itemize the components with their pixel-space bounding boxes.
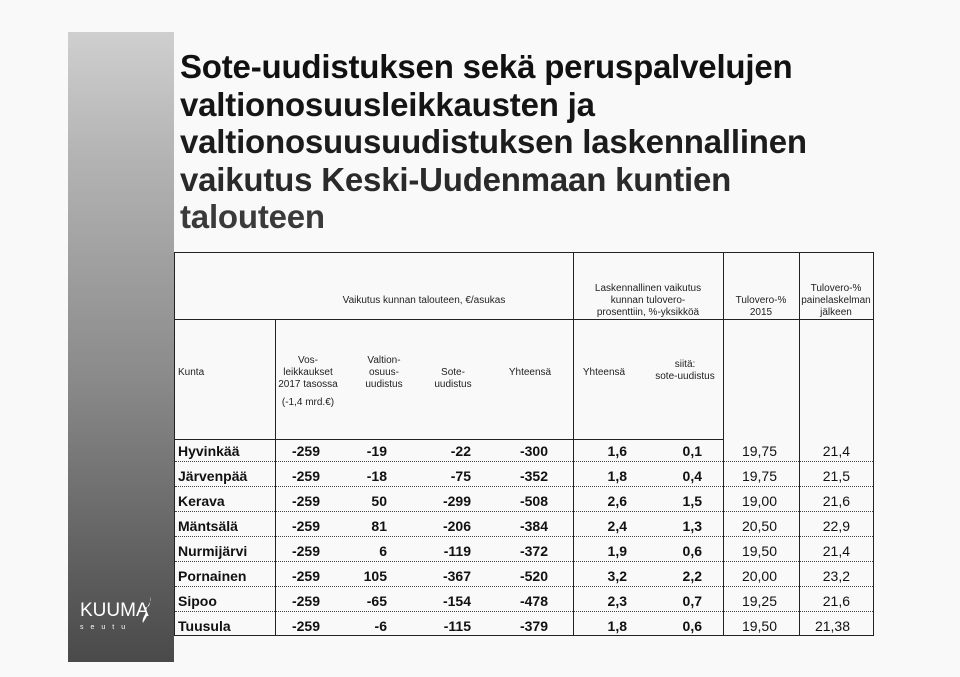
- header-tulovero-jalkeen: [799, 283, 873, 319]
- cell-yht: -520: [519, 568, 548, 584]
- header-text: 2015: [749, 307, 773, 318]
- cell-siita: 2,2: [682, 568, 702, 584]
- row-separator: [175, 561, 873, 562]
- cell-yht2: 3,2: [607, 568, 627, 584]
- cell-vos: -259: [291, 518, 320, 534]
- cell-yht: -478: [519, 593, 548, 609]
- cell-vos: -259: [291, 443, 320, 459]
- header-text: siitä:: [674, 359, 696, 370]
- cell-tjalk: 22,9: [822, 518, 850, 534]
- divider: [175, 439, 723, 440]
- cell-kunta: Pornainen: [178, 568, 247, 584]
- header-sote: [420, 367, 486, 391]
- title-line: talouteen: [180, 198, 325, 235]
- cell-sote: -299: [442, 493, 471, 509]
- cell-vos: -259: [291, 468, 320, 484]
- cell-valtion: -65: [366, 593, 387, 609]
- cell-valtion: 81: [371, 518, 387, 534]
- header-text: uudistus: [365, 379, 403, 390]
- cell-siita: 1,3: [682, 518, 702, 534]
- header-text: Valtion-: [367, 355, 401, 366]
- cell-sote: -154: [442, 593, 471, 609]
- page-title: [180, 48, 880, 236]
- header-vos: [275, 355, 341, 391]
- header-text: 2017 tasossa: [278, 379, 338, 390]
- header-text: osuus-: [368, 367, 399, 378]
- logo-word: KUUMA: [80, 600, 149, 621]
- cell-yht2: 2,3: [607, 593, 627, 609]
- kuuma-logo: [80, 600, 170, 631]
- cell-valtion: -6: [374, 618, 387, 634]
- cell-yht: -379: [519, 618, 548, 634]
- cell-sote: -115: [443, 618, 471, 634]
- header-text: jälkeen: [820, 307, 852, 318]
- header-vos-note: (-1,4 mrd.€): [281, 397, 335, 408]
- cell-tjalk: 21,6: [822, 593, 850, 609]
- cell-kunta: Järvenpää: [178, 468, 248, 484]
- cell-t2015: 19,25: [741, 593, 777, 609]
- cell-kunta: Tuusula: [178, 618, 231, 634]
- header-text: sote-uudistus: [655, 371, 715, 382]
- flame-icon: [141, 597, 155, 623]
- header-text: Tulovero-%: [735, 295, 787, 306]
- cell-tjalk: 23,2: [822, 568, 850, 584]
- header-text: Tulovero-%: [810, 283, 862, 294]
- cell-vos: -259: [291, 593, 320, 609]
- cell-yht2: 2,4: [607, 518, 627, 534]
- sidebar-gradient: [68, 32, 174, 662]
- header-text: Laskennallinen vaikutus: [594, 283, 702, 294]
- header-group-laskennallinen: [573, 283, 723, 319]
- cell-siita: 0,7: [682, 593, 702, 609]
- cell-siita: 0,1: [682, 443, 702, 459]
- cell-valtion: 6: [379, 543, 387, 559]
- title-line: vaikutus Keski-Uudenmaan kuntien: [180, 160, 732, 198]
- header-yhteensa-2: Yhteensä: [582, 367, 626, 378]
- row-separator: [175, 586, 873, 587]
- cell-valtion: -18: [366, 468, 387, 484]
- cell-yht: -508: [519, 493, 548, 509]
- cell-sote: -22: [450, 443, 471, 459]
- cell-yht: -300: [519, 443, 548, 459]
- cell-yht2: 1,6: [607, 443, 627, 459]
- cell-yht: -372: [519, 543, 548, 559]
- title-line: valtionosuusuudistuksen laskennallinen: [180, 123, 807, 160]
- row-separator: [175, 611, 873, 612]
- cell-t2015: 19,50: [741, 543, 777, 559]
- cell-sote: -75: [450, 468, 471, 484]
- cell-yht2: 1,9: [607, 543, 627, 559]
- cell-t2015: 20,00: [741, 568, 777, 584]
- cell-yht: -352: [519, 468, 548, 484]
- cell-tjalk: 21,38: [814, 618, 850, 634]
- cell-t2015: 19,75: [741, 468, 777, 484]
- header-valtionosuus: [351, 355, 417, 391]
- cell-yht2: 1,8: [607, 618, 627, 634]
- cell-t2015: 19,75: [741, 443, 777, 459]
- cell-t2015: 19,50: [741, 618, 777, 634]
- cell-valtion: 105: [363, 568, 387, 584]
- cell-t2015: 20,50: [741, 518, 777, 534]
- header-tulovero-2015: [723, 295, 799, 319]
- cell-siita: 0,6: [682, 543, 702, 559]
- cell-kunta: Kerava: [178, 493, 225, 509]
- row-separator: [175, 511, 873, 512]
- logo-sub: seutu: [80, 624, 133, 631]
- cell-siita: 1,5: [682, 493, 702, 509]
- cell-tjalk: 21,4: [822, 443, 850, 459]
- header-text: uudistus: [434, 379, 472, 390]
- header-text: painelaskelman: [801, 295, 871, 306]
- header-yhteensa: Yhteensä: [508, 367, 552, 378]
- cell-kunta: Hyvinkää: [178, 443, 240, 459]
- row-separator: [175, 536, 873, 537]
- cell-yht2: 1,8: [607, 468, 627, 484]
- header-text: leikkaukset: [283, 367, 333, 378]
- cell-vos: -259: [291, 568, 320, 584]
- header-siita: [645, 359, 725, 383]
- data-table: [174, 252, 874, 636]
- cell-tjalk: 21,5: [822, 468, 850, 484]
- cell-tjalk: 21,4: [822, 543, 850, 559]
- cell-tjalk: 21,6: [822, 493, 850, 509]
- header-group-vaikutus: Vaikutus kunnan talouteen, €/asukas: [342, 295, 506, 306]
- title-line: valtionosuusleikkausten ja: [180, 85, 595, 123]
- cell-valtion: -19: [366, 443, 387, 459]
- cell-sote: -367: [442, 568, 471, 584]
- row-separator: [175, 486, 873, 487]
- cell-t2015: 19,00: [741, 493, 777, 509]
- cell-valtion: 50: [371, 493, 387, 509]
- header-kunta: Kunta: [178, 367, 205, 378]
- cell-siita: 0,6: [682, 618, 702, 634]
- cell-sote: -206: [442, 518, 471, 534]
- cell-kunta: Sipoo: [178, 593, 217, 609]
- divider: [175, 319, 575, 320]
- header-text: kunnan tulovero-: [610, 295, 686, 306]
- divider: [575, 319, 873, 320]
- title-line: Sote-uudistuksen sekä peruspalvelujen: [180, 48, 793, 85]
- cell-siita: 0,4: [682, 468, 702, 484]
- header-text: Vos-: [297, 355, 318, 366]
- cell-sote: -119: [443, 543, 471, 559]
- row-separator: [175, 461, 873, 462]
- cell-vos: -259: [291, 493, 320, 509]
- header-text: prosenttiin, %-yksikköä: [596, 307, 700, 318]
- cell-kunta: Nurmijärvi: [178, 543, 248, 559]
- cell-yht: -384: [519, 518, 548, 534]
- cell-vos: -259: [291, 543, 320, 559]
- header-text: Sote-: [441, 367, 465, 378]
- cell-kunta: Mäntsälä: [178, 518, 238, 534]
- cell-vos: -259: [291, 618, 320, 634]
- cell-yht2: 2,6: [607, 493, 627, 509]
